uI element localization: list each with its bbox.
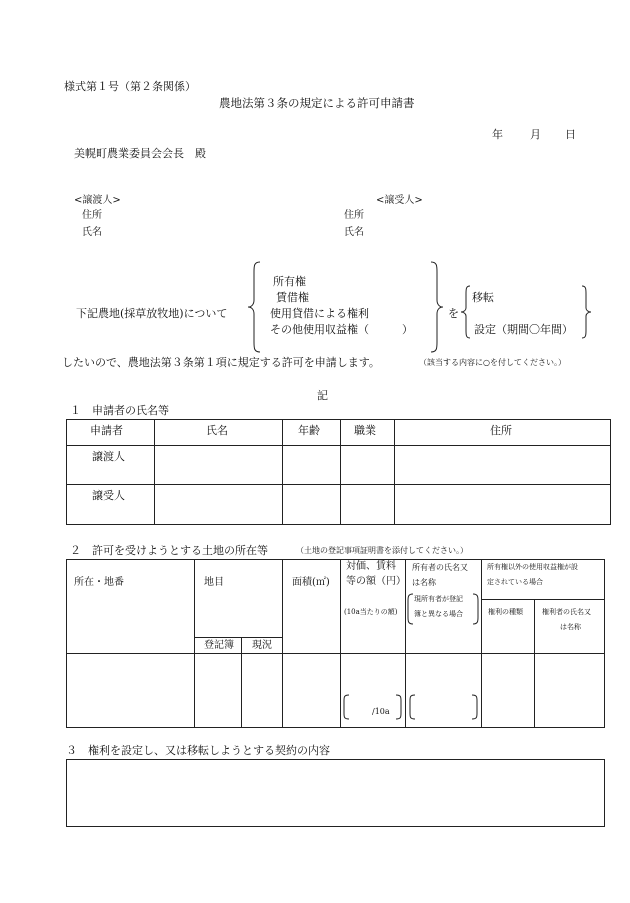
col-registry: 登記簿	[204, 640, 234, 651]
col-price-note: (10a当たりの額)	[344, 608, 398, 616]
transferor-label: <譲渡人>	[74, 195, 121, 206]
ki-label: 記	[317, 389, 328, 402]
col-owner-note-line1: 現所有者が登記	[414, 595, 463, 603]
application-closing-note: （該当する内容に○を付してください。）	[419, 358, 566, 367]
col-owner-line1: 所有者の氏名又	[412, 563, 468, 572]
action-right-brace	[581, 286, 591, 338]
col-holder-line2: は名称	[560, 623, 581, 631]
contract-content-box	[66, 759, 605, 827]
action-option-establish: 設定（期間〇年間）	[474, 323, 573, 336]
col-other-right-line1: 所有権以外の使用収益権が設	[487, 563, 578, 571]
form-number: 様式第１号（第２条関係）	[64, 80, 196, 93]
col-occupation: 職業	[354, 424, 376, 437]
col-other-right-line2: 定されている場合	[487, 578, 543, 586]
date-day-label: 日	[565, 128, 576, 141]
row-transferee: 譲受人	[92, 489, 125, 502]
col-applicant: 申請者	[90, 424, 123, 437]
transferor-name-label: 氏名	[82, 227, 102, 238]
section2-heading: ２ 許可を受けようとする土地の所在等	[70, 544, 268, 557]
section3-heading: ３ 権利を設定し、又は移転しようとする契約の内容	[66, 744, 330, 757]
transferee-label: <譲受人>	[376, 195, 423, 206]
col-age: 年齢	[298, 424, 320, 437]
date-year-label: 年	[492, 128, 503, 141]
row-transferor: 譲渡人	[92, 450, 125, 463]
right-option-ownership: 所有権	[273, 275, 306, 288]
section1-heading: １ 申請者の氏名等	[70, 404, 169, 417]
transferor-address-label: 住所	[82, 210, 102, 221]
per-10a-label: /10a	[372, 707, 390, 716]
particle-wo: を	[448, 307, 459, 320]
addressee: 美幌町農業委員会会長 殿	[74, 147, 206, 160]
col-owner-note-line2: 簿と異なる場合	[414, 610, 463, 618]
col-name: 氏名	[206, 424, 228, 437]
application-lead-text: 下記農地(採草放牧地)について	[76, 307, 228, 320]
transferee-name-label: 氏名	[344, 227, 364, 238]
action-option-transfer: 移転	[472, 291, 494, 304]
col-holder-line1: 権利者の氏名又	[542, 608, 591, 616]
col-price-line1: 対価、賃料	[346, 561, 396, 572]
right-option-loan-for-use: 使用貸借による権利	[270, 307, 369, 320]
document-title: 農地法第３条の規定による許可申請書	[219, 96, 415, 110]
application-closing-text: したいので、農地法第３条第１項に規定する許可を申請します。	[62, 356, 380, 369]
col-area: 面積(㎡)	[292, 577, 330, 588]
right-option-lease: 賃借権	[276, 291, 309, 304]
transferee-address-label: 住所	[344, 210, 364, 221]
col-land-category: 地目	[204, 577, 224, 588]
rights-right-brace	[429, 262, 443, 352]
section2-heading-note: （土地の登記事項証明書を添付してください。）	[296, 546, 468, 555]
col-location: 所在・地番	[74, 577, 124, 588]
applicant-table	[66, 419, 611, 525]
action-left-brace	[461, 286, 471, 338]
owner-entry-brackets	[405, 694, 481, 720]
col-price-line2: 等の額（円）	[346, 576, 406, 587]
date-month-label: 月	[530, 128, 541, 141]
col-current-state: 現況	[252, 640, 272, 651]
rights-left-brace	[248, 262, 262, 352]
col-right-type: 権利の種類	[488, 608, 523, 616]
col-owner-line2: は名称	[412, 578, 436, 587]
right-option-other: その他使用収益権（ ）	[270, 323, 413, 336]
col-address: 住所	[490, 424, 512, 437]
